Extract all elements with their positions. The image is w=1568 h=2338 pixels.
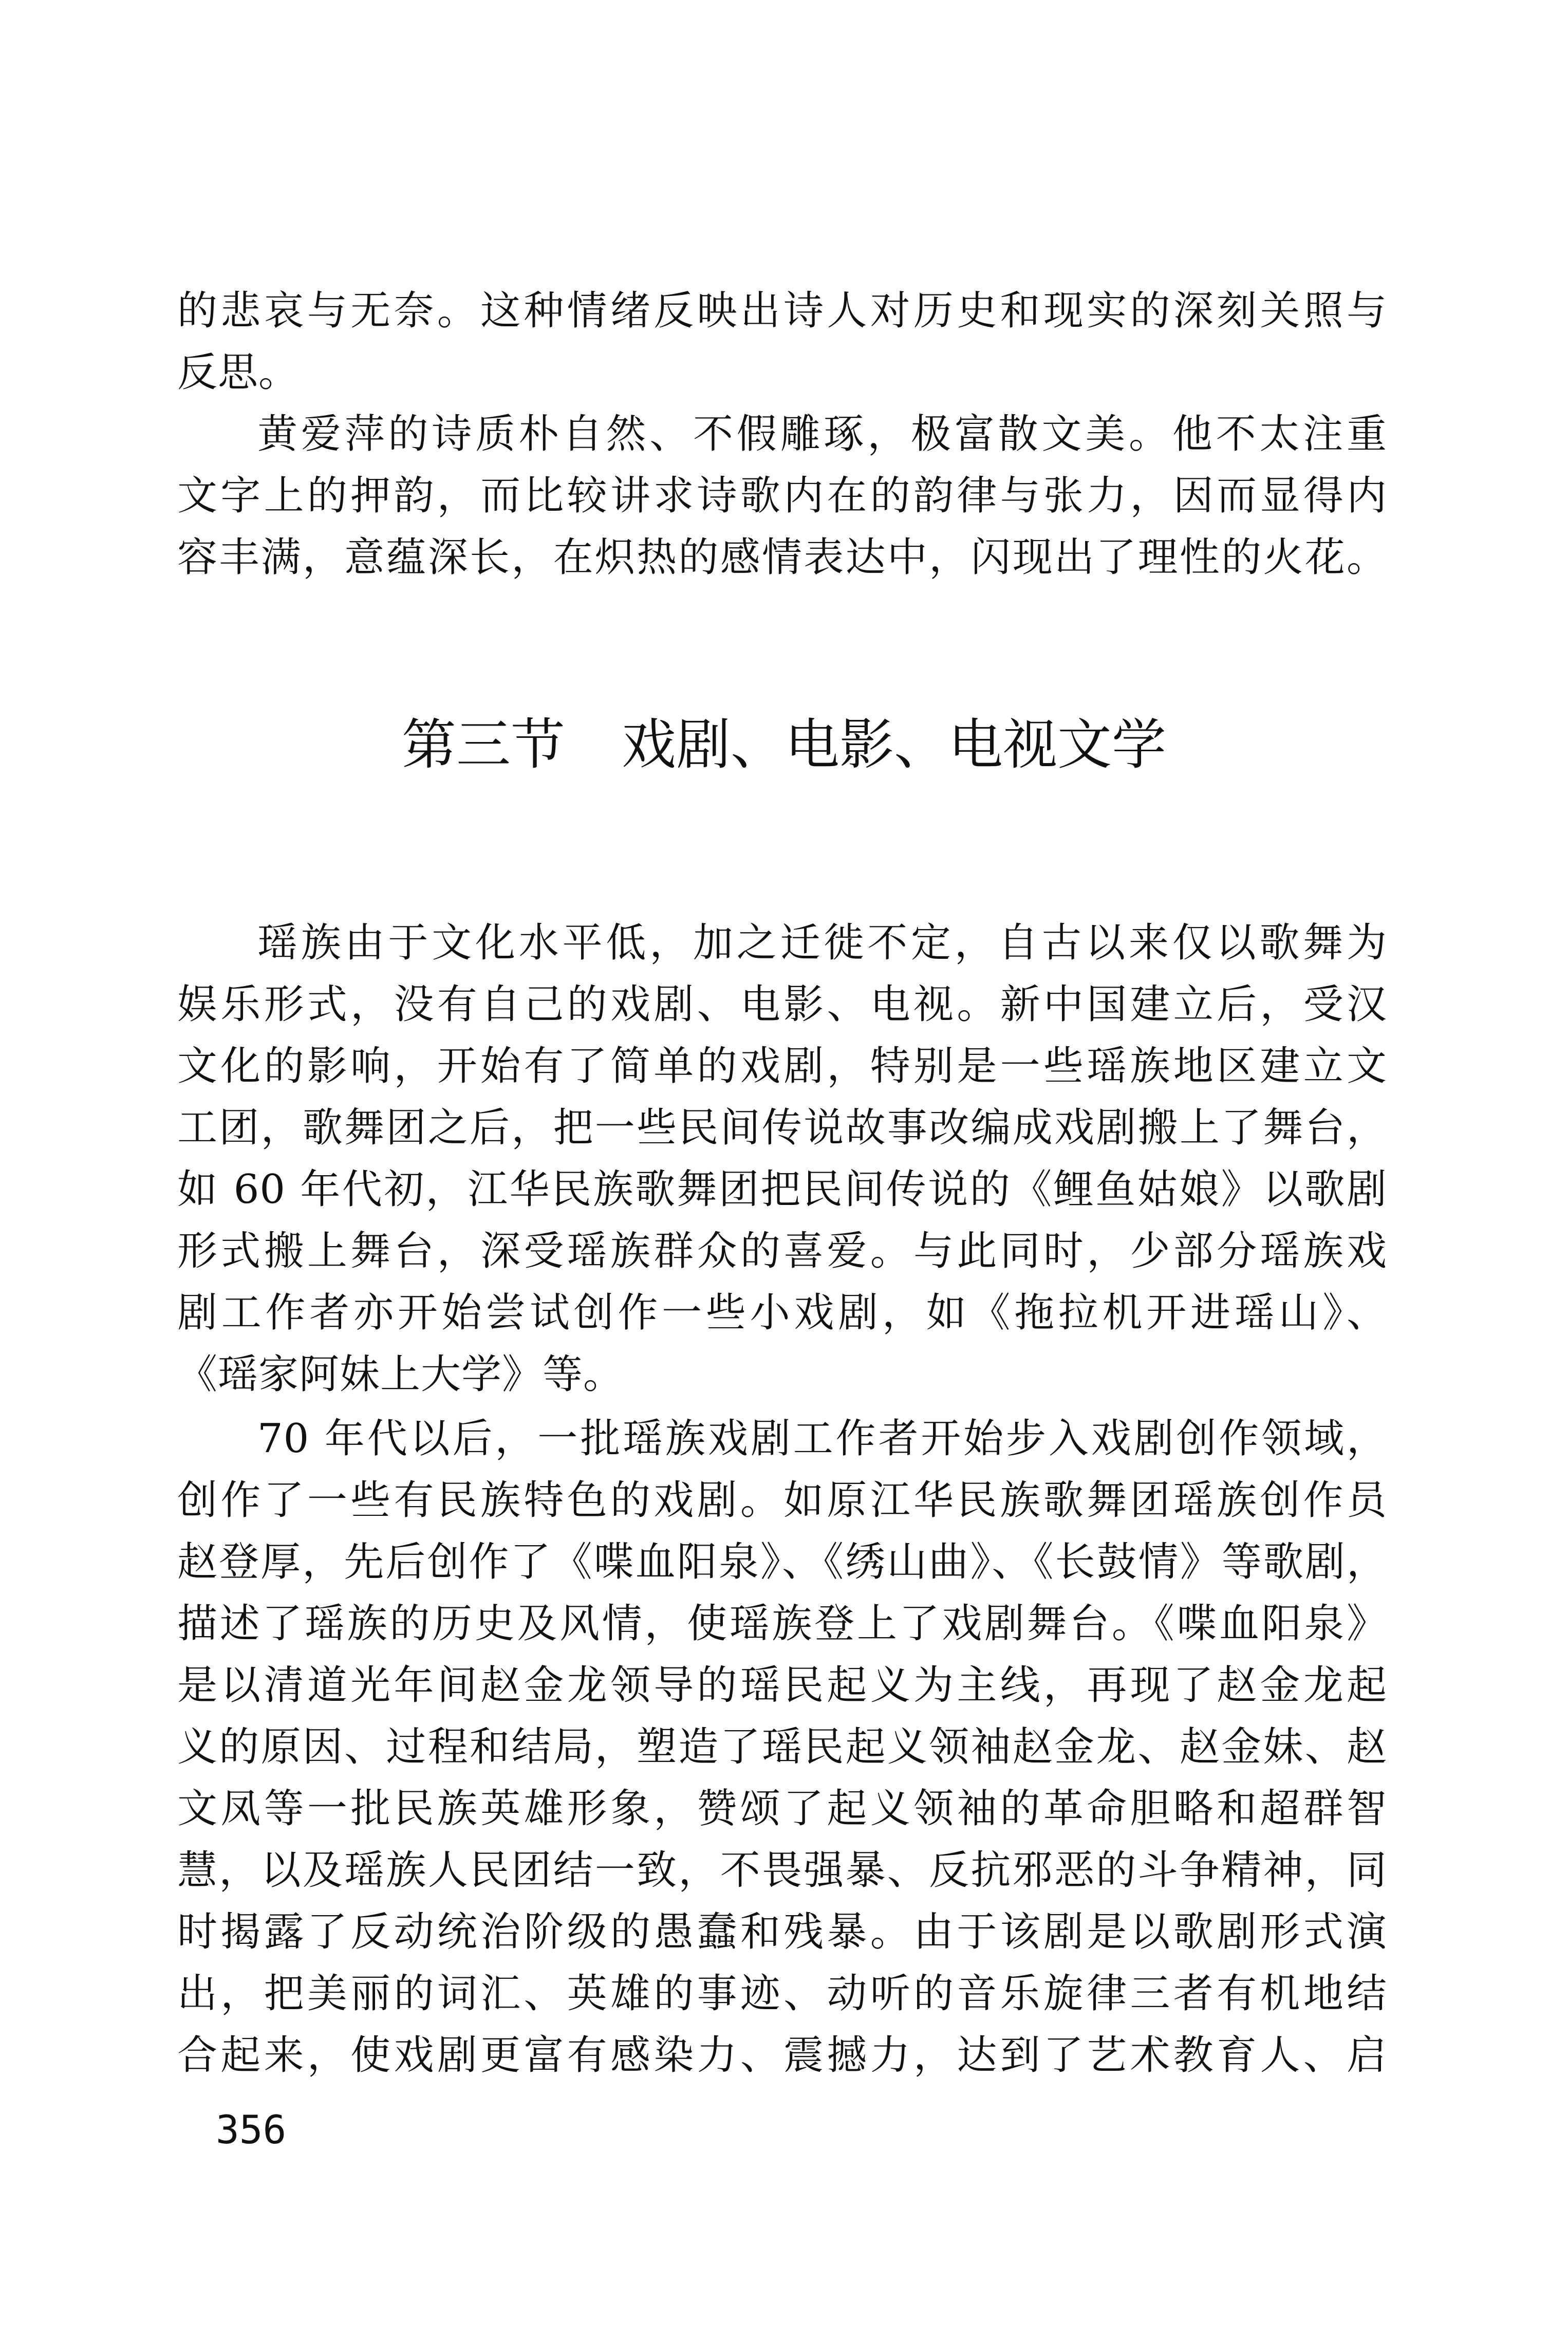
page-number: 356 — [216, 2107, 287, 2153]
text-line: 娱乐形式，没有自己的戏剧、电影、电视。新中国建立后，受汉 — [177, 981, 1387, 1028]
text-line: 是以清道光年间赵金龙领导的瑶民起义为主线，再现了赵金龙起 — [177, 1662, 1387, 1709]
text-line: 义的原因、过程和结局，塑造了瑶民起义领袖赵金龙、赵金妹、赵 — [177, 1724, 1387, 1770]
text-line: 合起来，使戏剧更富有感染力、震撼力，达到了艺术教育人、启 — [177, 2032, 1387, 2079]
text-line: 工团，歌舞团之后，把一些民间传说故事改编成戏剧搬上了舞台， — [177, 1105, 1387, 1151]
text-line: 文字上的押韵，而比较讲求诗歌内在的韵律与张力，因而显得内 — [177, 473, 1387, 519]
text-line: 描述了瑶族的历史及风情，使瑶族登上了戏剧舞台。《喋血阳泉》 — [177, 1601, 1387, 1647]
text-line: 《瑶家阿妹上大学》等。 — [177, 1351, 624, 1398]
section-heading — [0, 704, 1568, 786]
text-line: 慧，以及瑶族人民团结一致，不畏强暴、反抗邪恶的斗争精神，同 — [177, 1847, 1387, 1894]
text-line: 如 60 年代初，江华民族歌舞团把民间传说的《鲤鱼姑娘》以歌剧 — [177, 1166, 1387, 1213]
section-number: 第三节 — [402, 713, 565, 776]
text-line: 创作了一些有民族特色的戏剧。如原江华民族歌舞团瑶族创作员 — [177, 1477, 1387, 1524]
text-line: 黄爱萍的诗质朴自然、不假雕琢，极富散文美。他不太注重 — [257, 411, 1387, 457]
text-line: 出，把美丽的词汇、英雄的事迹、动听的音乐旋律三者有机地结 — [177, 1971, 1387, 2017]
text-line: 反思。 — [177, 349, 300, 396]
section-name: 戏剧、电影、电视文学 — [622, 713, 1166, 776]
text-line: 的悲哀与无奈。这种情绪反映出诗人对历史和现实的深刻关照与 — [177, 288, 1387, 334]
text-line: 70 年代以后，一批瑶族戏剧工作者开始步入戏剧创作领域， — [257, 1416, 1387, 1462]
text-line: 文凤等一批民族英雄形象，赞颂了起义领袖的革命胆略和超群智 — [177, 1786, 1387, 1832]
text-line: 容丰满，意蕴深长，在炽热的感情表达中，闪现出了理性的火花。 — [177, 534, 1387, 581]
text-line: 瑶族由于文化水平低，加之迁徙不定，自古以来仅以歌舞为 — [257, 920, 1387, 966]
text-line: 时揭露了反动统治阶级的愚蠢和残暴。由于该剧是以歌剧形式演 — [177, 1909, 1387, 1955]
text-line: 赵登厚，先后创作了《喋血阳泉》、《绣山曲》、《长鼓情》等歌剧， — [177, 1539, 1387, 1585]
text-line: 剧工作者亦开始尝试创作一些小戏剧，如《拖拉机开进瑶山》、 — [177, 1290, 1387, 1336]
text-line: 形式搬上舞台，深受瑶族群众的喜爱。与此同时，少部分瑶族戏 — [177, 1228, 1387, 1274]
text-line: 文化的影响，开始有了简单的戏剧，特别是一些瑶族地区建立文 — [177, 1043, 1387, 1089]
